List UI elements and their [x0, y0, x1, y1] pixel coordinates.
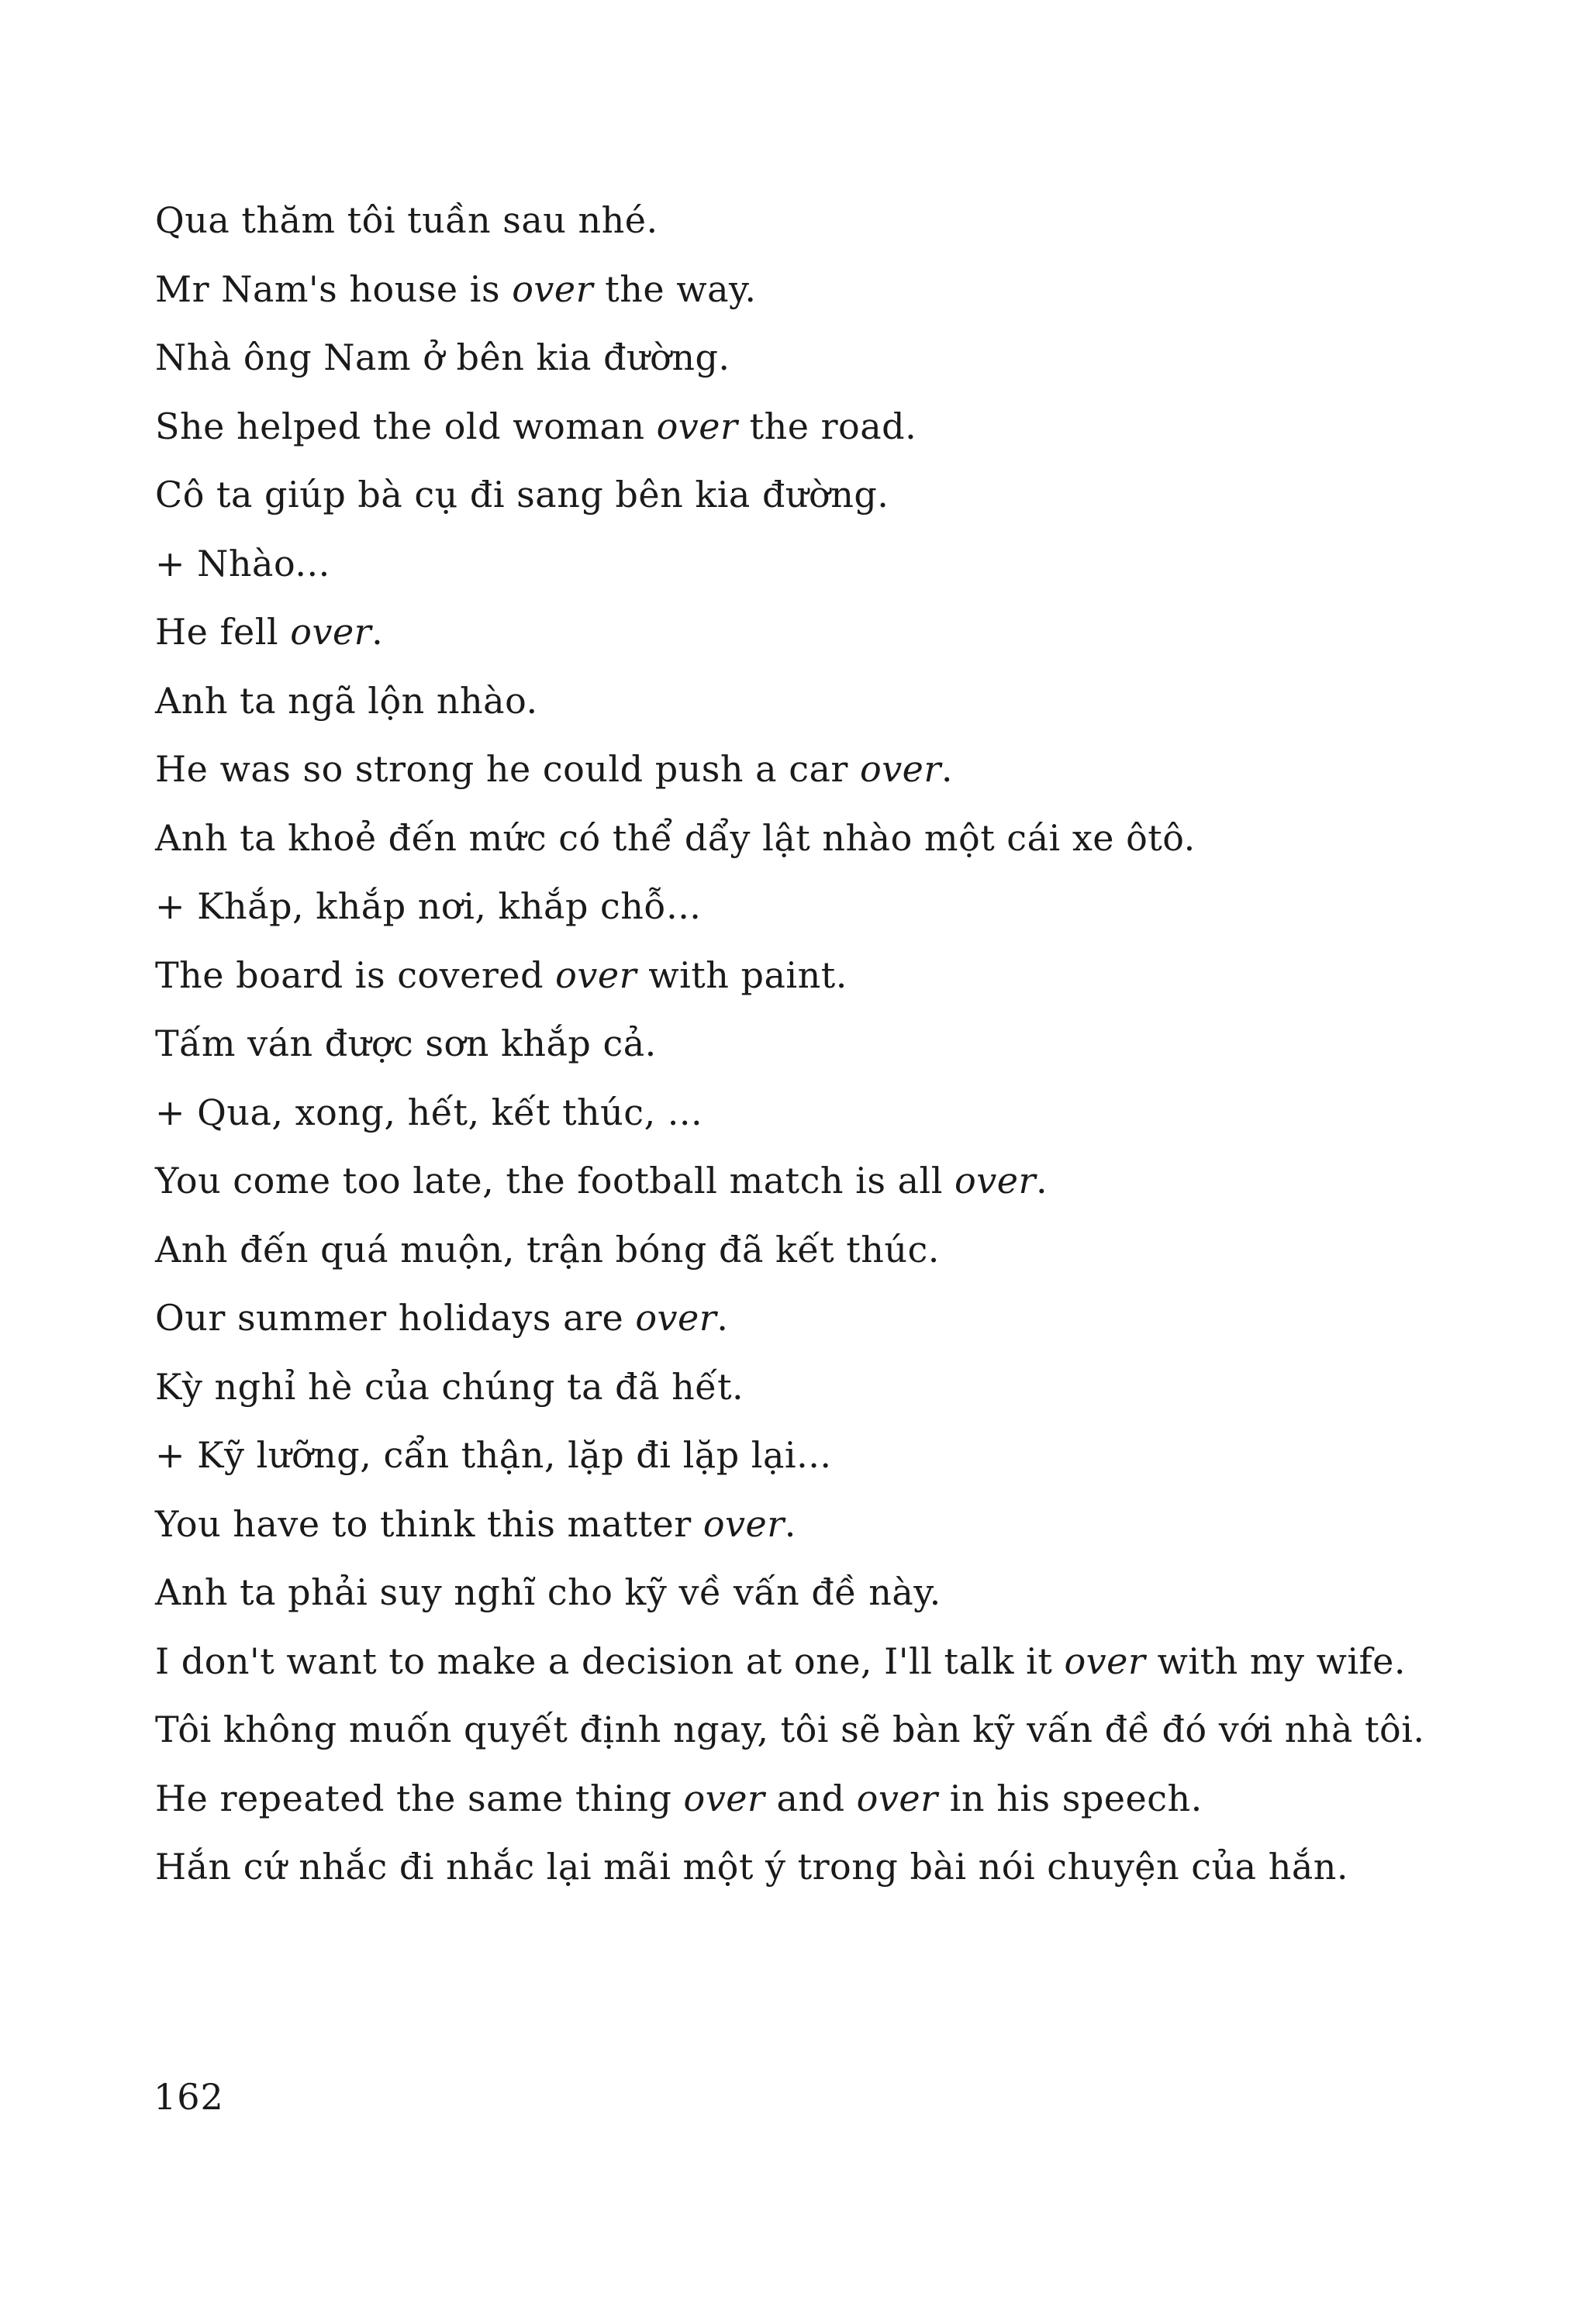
line-repeated-over-2: over — [856, 1777, 938, 1819]
text-line — [155, 1009, 1458, 1078]
line-repeated-over-1: over — [683, 1777, 765, 1819]
text-segment: Nhà ông Nam ở bên kia đường. — [155, 336, 730, 378]
text-segment: + Khắp, khắp nơi, khắp chỗ... — [155, 885, 702, 927]
text-line — [155, 1421, 1458, 1490]
text-line — [155, 392, 1458, 461]
line-repeated-e: in his speech. — [937, 1777, 1203, 1819]
text-line — [155, 1215, 1458, 1284]
text-line — [155, 1353, 1458, 1422]
text-segment: You come too late, the football match is all — [155, 1160, 955, 1202]
text-segment: + Qua, xong, hết, kết thúc, ... — [155, 1091, 703, 1133]
text-segment: . — [1035, 1160, 1048, 1202]
line-repeated — [155, 1764, 1458, 1833]
text-line — [155, 598, 1458, 667]
page-number: 162 — [154, 2076, 224, 2118]
text-segment: with paint. — [637, 953, 848, 996]
paragraph-decision-vi — [73, 1695, 1458, 1764]
text-line — [155, 872, 1458, 941]
text-segment: the road. — [737, 405, 917, 447]
italic-keyword: over — [703, 1502, 785, 1545]
italic-keyword: over — [635, 1297, 717, 1339]
paragraph-decision-c: with my wife. — [1145, 1640, 1407, 1682]
example-lines — [155, 186, 1458, 1627]
text-segment: You have to think this matter — [155, 1502, 703, 1545]
text-segment: Mr Nam's house is — [155, 267, 513, 310]
italic-keyword: over — [555, 953, 637, 996]
text-segment: . — [784, 1502, 796, 1545]
text-line — [155, 323, 1458, 392]
italic-keyword: over — [656, 405, 738, 447]
text-segment: Qua thăm tôi tuần sau nhé. — [155, 199, 658, 241]
text-line — [155, 1284, 1458, 1353]
paragraph-decision-a: I don't want to make a decision at one, I'll talk it — [155, 1640, 1065, 1682]
paragraph-decision-vi-text: Tôi không muốn quyết định ngay, tôi sẽ bàn kỹ vấn đề đó với nhà tôi. — [155, 1709, 1425, 1750]
text-line — [155, 667, 1458, 736]
text-line — [155, 529, 1458, 598]
text-segment: She helped the old woman — [155, 405, 657, 447]
text-segment: Tấm ván được sơn khắp cả. — [155, 1022, 657, 1064]
text-segment: . — [716, 1297, 729, 1339]
text-segment: Cô ta giúp bà cụ đi sang bên kia đường. — [155, 474, 889, 515]
text-segment: Anh ta ngã lộn nhào. — [155, 679, 538, 722]
text-line — [155, 1146, 1458, 1215]
text-segment: + Kỹ lưỡng, cẩn thận, lặp đi lặp lại... — [155, 1434, 832, 1476]
text-line — [155, 1558, 1458, 1627]
text-line — [155, 460, 1458, 529]
text-segment: He was so strong he could push a car — [155, 748, 860, 790]
text-segment: Anh ta phải suy nghĩ cho kỹ về vấn đề này. — [155, 1571, 941, 1613]
italic-keyword: over — [290, 611, 372, 653]
paragraph-decision — [73, 1627, 1458, 1696]
line-repeated-a: He repeated the same thing — [155, 1777, 684, 1819]
text-segment: He fell — [155, 611, 291, 653]
text-line — [155, 1490, 1458, 1559]
line-repeated-c: and — [765, 1777, 857, 1819]
text-segment: The board is covered — [155, 953, 556, 996]
text-segment: Kỳ nghỉ hè của chúng ta đã hết. — [155, 1365, 744, 1408]
body-text — [155, 186, 1458, 1902]
text-line — [155, 941, 1458, 1010]
paragraph-decision-over: over — [1064, 1640, 1146, 1682]
italic-keyword: over — [955, 1160, 1036, 1202]
italic-keyword: over — [860, 748, 941, 790]
text-line — [155, 186, 1458, 255]
text-segment: Our summer holidays are — [155, 1297, 636, 1339]
text-line — [155, 804, 1458, 873]
text-line — [155, 735, 1458, 804]
text-line — [155, 1078, 1458, 1147]
text-segment: + Nhào... — [155, 542, 330, 584]
text-segment: . — [371, 611, 384, 653]
text-segment: Anh ta khoẻ đến mức có thể dẩy lật nhào một cái xe ôtô. — [155, 816, 1196, 859]
text-line — [155, 255, 1458, 324]
text-segment: the way. — [593, 267, 757, 310]
line-last: Hắn cứ nhắc đi nhắc lại mãi một ý trong bài nói chuyện của hắn. — [155, 1846, 1349, 1888]
italic-keyword: over — [512, 267, 594, 310]
text-segment: Anh đến quá muộn, trận bóng đã kết thúc. — [155, 1228, 940, 1271]
text-segment: . — [941, 748, 954, 790]
